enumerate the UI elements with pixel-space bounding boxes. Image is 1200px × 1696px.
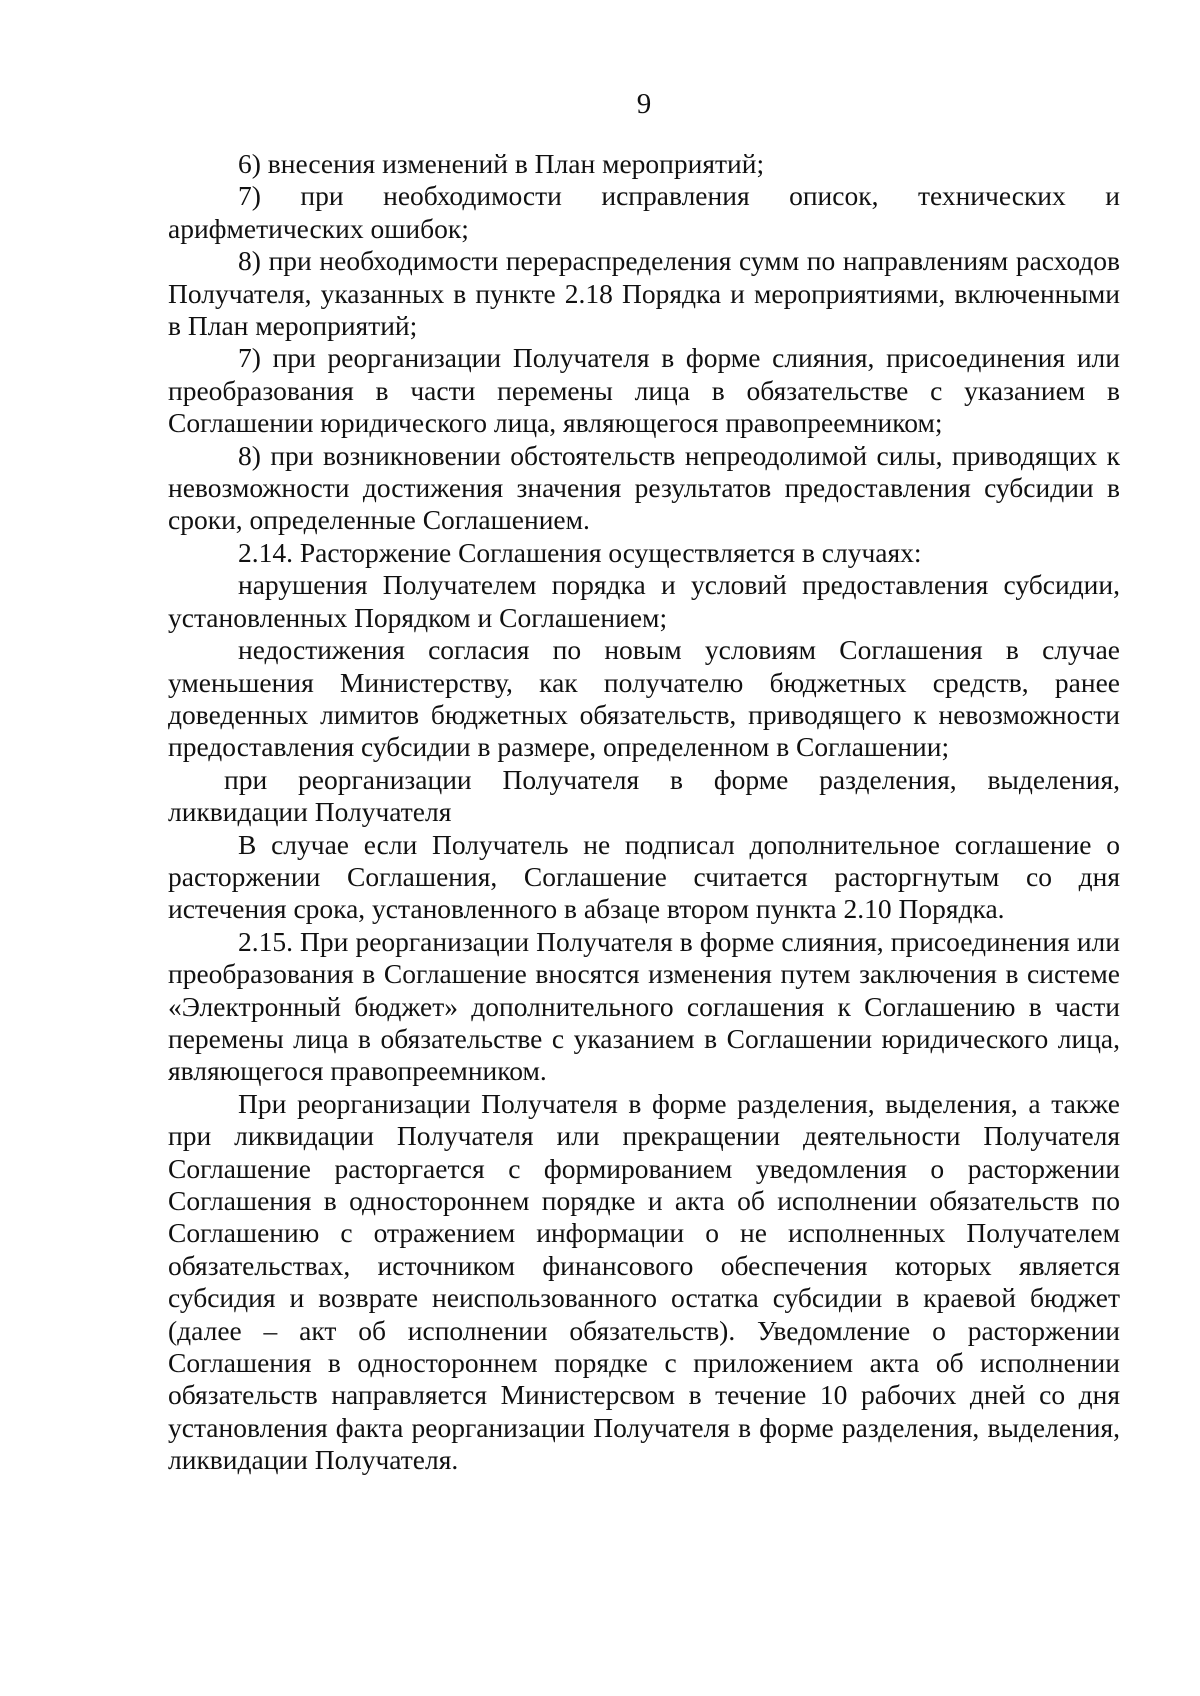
text-line: В случае если Получатель не подписал дополнительное соглашение xyxy=(238,828,1092,860)
text-line: 6) внесения изменений в План мероприятий; xyxy=(238,148,765,179)
text-line: ликвидации Получателя xyxy=(168,796,452,828)
paragraph-termination-notice xyxy=(168,1088,1120,1477)
text-line: Получателя Соглашение расторгается с формированием уведомления xyxy=(168,1120,1121,1184)
paragraph-violation xyxy=(168,569,1120,634)
text-line: истечения срока, установленного в абзаце втором пункта 2.10 Порядка. xyxy=(168,893,1005,925)
text-line: преобразования в части перемены лица в обязательстве с указанием xyxy=(168,374,1086,406)
text-line: об исполнении обязательств направляется Министерсвом в течение 10 xyxy=(168,1347,1120,1411)
text-line: к невозможности предоставления субсидии в размере, определенном xyxy=(168,698,1120,763)
text-line: о расторжении Соглашения в одностороннем порядке с приложением акта xyxy=(168,1314,1121,1379)
paragraph-clause-2-15 xyxy=(168,926,1120,1088)
document-body xyxy=(168,148,1120,1477)
text-line: разделения, выделения, ликвидации Получателя. xyxy=(168,1411,1121,1476)
text-line: к невозможности достижения значения результатов предоставления субсидии xyxy=(168,439,1120,504)
text-line: и арифметических ошибок; xyxy=(168,180,1121,244)
text-line: установленных Порядком и Соглашением; xyxy=(168,601,668,633)
text-line: 8) при необходимости перераспределения сумм по направлениям xyxy=(238,245,1009,277)
text-line: обязательств по Соглашению с отражением информации о не исполненных xyxy=(168,1185,1120,1249)
paragraph-reorganization-division xyxy=(168,764,1120,829)
text-line: 7) при реорганизации Получателя в форме слияния, присоединения или xyxy=(238,342,1120,374)
text-line: в Соглашении юридического лица, являющегося правопреемником; xyxy=(168,374,1120,439)
text-line: к Соглашению в части перемены лица в обязательстве с указанием xyxy=(168,990,1121,1054)
text-line: бюджет (далее – акт об исполнении обязательств). Уведомление xyxy=(168,1282,1121,1346)
text-line: или преобразования в Соглашение вносятся изменения путем заключения xyxy=(168,925,1120,990)
text-line: при реорганизации Получателя в форме разделения, выделения, xyxy=(224,763,1120,795)
page-number: 9 xyxy=(636,88,652,120)
text-line: Получателем обязательствах, источником финансового обеспечения которых xyxy=(168,1217,1120,1281)
text-line: а также при ликвидации Получателя или прекращении деятельности xyxy=(168,1087,1120,1152)
text-line: 2.15. При реорганизации Получателя в форме слияния, присоединения xyxy=(238,925,1070,957)
paragraph-no-agreement xyxy=(168,634,1120,764)
paragraph-clause-2-14 xyxy=(168,537,1120,569)
paragraph-item-7 xyxy=(168,180,1120,245)
text-line: нарушения Получателем порядка и условий предоставления субсидии, xyxy=(238,569,1120,601)
text-line: расходов Получателя, указанных в пункте 2.18 Порядка и мероприятиями, xyxy=(168,245,1121,309)
paragraph-item-8 xyxy=(168,245,1120,342)
text-line: При реорганизации Получателя в форме разделения, выделения, xyxy=(238,1087,1018,1119)
text-line: включенными в План мероприятий; xyxy=(168,277,1120,342)
text-line: 8) при возникновении обстоятельств непреодолимой силы, приводящих xyxy=(238,439,1098,471)
text-line: о расторжении Соглашения в одностороннем порядке и акта об исполнении xyxy=(168,1152,1121,1216)
paragraph-not-signed xyxy=(168,829,1120,926)
text-line: о расторжении Соглашения, Соглашение считается расторгнутым со дня xyxy=(168,828,1121,892)
text-line: рабочих дней со дня установления факта реорганизации Получателя в форме xyxy=(168,1379,1121,1443)
text-line: доведенных лимитов бюджетных обязательств, приводящего xyxy=(168,698,902,730)
text-line: уменьшения Министерству, как получателю бюджетных средств, ранее xyxy=(168,666,1120,698)
text-line: в Соглашении юридического лица, являющегося правопреемником. xyxy=(168,1022,1120,1087)
text-line: 7) при необходимости исправления описок, технических xyxy=(238,180,1066,212)
text-line: 2.14. Расторжение Соглашения осуществляется в случаях: xyxy=(238,536,922,568)
text-line: в Соглашении; xyxy=(776,731,950,763)
text-line: является субсидия и возврате неиспользованного остатка субсидии в краевой xyxy=(168,1249,1120,1314)
paragraph-item-8-force-majeure xyxy=(168,440,1120,537)
paragraph-item-7-reorganization xyxy=(168,342,1120,439)
text-line: в системе «Электронный бюджет» дополнительного соглашения xyxy=(168,958,1120,1022)
paragraph-item-6 xyxy=(168,148,1120,180)
document-page xyxy=(168,0,1120,1696)
text-line: недостижения согласия по новым условиям Соглашения в случае xyxy=(238,634,1120,666)
text-line: в сроки, определенные Соглашением. xyxy=(168,472,1120,536)
